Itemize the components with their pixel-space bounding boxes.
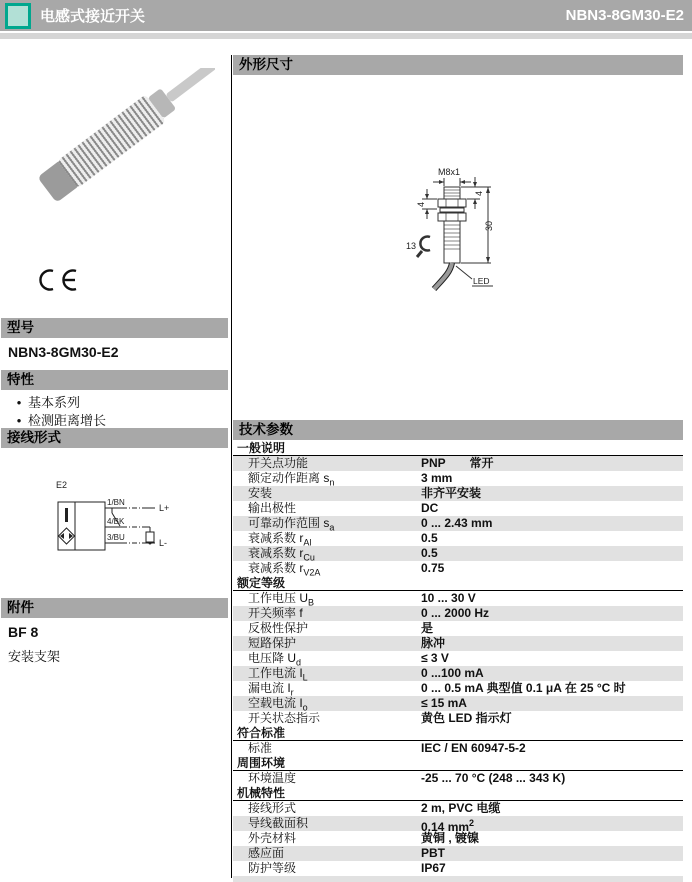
product-photo	[35, 68, 215, 264]
dimension-drawing	[400, 163, 520, 308]
param-label: 标准	[248, 741, 273, 755]
diagram-name: E2	[56, 480, 68, 490]
param-label: 开关状态指示	[248, 711, 321, 725]
table-row	[233, 801, 683, 816]
param-label: 接线形式	[248, 801, 297, 815]
feature-label: 基本系列	[28, 395, 81, 410]
param-value: 是	[421, 621, 434, 635]
param-value: 0 ...100 mA	[421, 666, 484, 680]
ce-mark-icon	[36, 266, 86, 299]
param-value: 0 ... 0.5 mA 典型值 0.1 μA 在 25 °C 时	[421, 681, 626, 695]
table-row	[233, 561, 683, 576]
param-value: 0 ... 2.43 mm	[421, 516, 493, 530]
table-row	[233, 876, 683, 882]
table-row	[233, 846, 683, 861]
bullet-icon: •	[16, 413, 22, 428]
section-features-title: 特性	[1, 370, 228, 390]
param-label: 电压降 $U_d$	[248, 651, 302, 666]
param-value: 2 m, PVC 电缆	[421, 801, 501, 815]
table-section-header: 机械特性	[233, 786, 683, 801]
section-connection-title: 接线形式	[1, 428, 228, 448]
load-symbol	[146, 532, 154, 542]
param-label: 可靠动作范围 $s_a$	[248, 516, 335, 531]
section-model-title: 型号	[1, 318, 228, 338]
table-row	[233, 666, 683, 681]
param-value: 黄铜 , 镀镍	[421, 831, 480, 845]
param-label: 工作电压 $U_B$	[248, 591, 315, 606]
sensor-threaded-barrel	[58, 95, 166, 188]
table-row	[233, 606, 683, 621]
param-value: 3 mm	[421, 471, 453, 485]
param-value: -25 ... 70 °C (248 ... 343 K)	[421, 771, 566, 785]
feature-item	[10, 394, 106, 412]
table-row	[233, 456, 683, 471]
model-number: NBN3-8GM30-E2	[8, 344, 119, 360]
param-label: 衰减系数 $r_{Al}$	[248, 531, 312, 546]
param-value: 10 ... 30 V	[421, 591, 476, 605]
param-label: 衰减系数 $r_{Cu}$	[248, 546, 315, 561]
dim-13-wrench-size: 13	[406, 241, 417, 251]
feature-label: 检测距离增长	[28, 413, 107, 428]
table-row	[233, 741, 683, 756]
section-tech-title: 技术参数	[233, 420, 683, 440]
wrench-icon	[420, 237, 430, 251]
param-value: 0.5	[421, 546, 438, 560]
param-value: DC	[421, 501, 439, 515]
table-section-header: 符合标准	[233, 726, 683, 741]
tech-table	[233, 441, 683, 882]
param-value: 黄色 LED 指示灯	[421, 711, 512, 725]
param-value: 非齐平安装	[421, 486, 482, 500]
param-value: PNP 常开	[421, 456, 494, 470]
led-label: LED	[473, 276, 490, 286]
pin-label: 4/BK	[107, 517, 125, 526]
table-row	[233, 471, 683, 486]
param-value: 0.14 $mm^2$	[421, 818, 475, 831]
section-dimensions-title: 外形尺寸	[233, 55, 683, 75]
table-section-header: 周围环境	[233, 756, 683, 771]
dim-30: 30	[484, 220, 494, 231]
header-model-number: NBN3-8GM30-E2	[565, 7, 684, 24]
pin-label: 3/BU	[107, 533, 125, 542]
terminal-label: L+	[159, 503, 170, 513]
table-row	[233, 816, 683, 831]
param-label: 安装	[248, 486, 273, 500]
bullet-icon: •	[16, 395, 22, 410]
section-accessories-title: 附件	[1, 598, 228, 618]
param-value: IP67	[421, 861, 446, 875]
param-value: 脉冲	[421, 636, 446, 650]
table-row	[233, 681, 683, 696]
param-label: 衰减系数 $r_{V2A}$	[248, 561, 321, 576]
dim-4-right: 4	[474, 190, 484, 196]
param-value: PBT	[421, 846, 445, 860]
param-label: 额定动作距离 $s_n$	[248, 471, 335, 486]
header-bar	[0, 0, 692, 31]
table-row	[233, 651, 683, 666]
table-row	[233, 831, 683, 846]
param-value: IEC / EN 60947-5-2	[421, 741, 526, 755]
sensor-image	[47, 68, 215, 190]
table-row	[233, 516, 683, 531]
param-value: 0 ... 2000 Hz	[421, 606, 490, 620]
param-label: 导线截面积	[248, 816, 309, 830]
table-row	[233, 501, 683, 516]
sensor-cable	[165, 68, 215, 103]
table-row	[233, 861, 683, 876]
table-row	[233, 696, 683, 711]
param-value: ≤ 15 mA	[421, 696, 467, 710]
wiring-diagram	[50, 470, 180, 570]
param-label: 输出极性	[248, 501, 297, 515]
column-divider	[231, 55, 232, 878]
param-value: 0.5	[421, 531, 438, 545]
param-value: ≤ 3 V	[421, 651, 449, 665]
table-row	[233, 486, 683, 501]
pin-label: 1/BN	[107, 498, 125, 507]
param-label: 漏电流 $I_r$	[248, 681, 294, 696]
param-label: 开关点功能	[248, 456, 309, 470]
table-row	[233, 591, 683, 606]
accessory-desc: 安装支架	[8, 649, 61, 664]
terminal-label: L-	[159, 538, 168, 548]
table-section-header: 额定等级	[233, 576, 683, 591]
param-label: 工作电流 $I_L$	[248, 666, 308, 681]
table-row	[233, 621, 683, 636]
param-label: 外壳材料	[248, 831, 297, 845]
table-row	[233, 531, 683, 546]
param-label: 防护等级	[248, 861, 297, 875]
brand-square-icon	[5, 3, 31, 29]
param-label: 反极性保护	[248, 621, 309, 635]
param-label: 短路保护	[248, 636, 297, 650]
feature-list	[10, 394, 106, 430]
header-substrip	[0, 33, 692, 39]
page-title: 电感式接近开关	[40, 8, 146, 25]
param-value: 0.75	[421, 561, 445, 575]
table-row	[233, 546, 683, 561]
table-row	[233, 636, 683, 651]
param-label: 环境温度	[248, 771, 297, 785]
param-label: 空载电流 $I_o$	[248, 696, 308, 711]
param-label: 感应面	[248, 846, 285, 860]
param-label: 开关频率 f	[248, 606, 303, 620]
table-row	[233, 771, 683, 786]
accessory-model: BF 8	[8, 624, 39, 640]
dim-4-left: 4	[416, 201, 426, 207]
table-row	[233, 711, 683, 726]
table-section-header: 一般说明	[233, 441, 683, 456]
thread-size-label: M8x1	[438, 167, 461, 177]
